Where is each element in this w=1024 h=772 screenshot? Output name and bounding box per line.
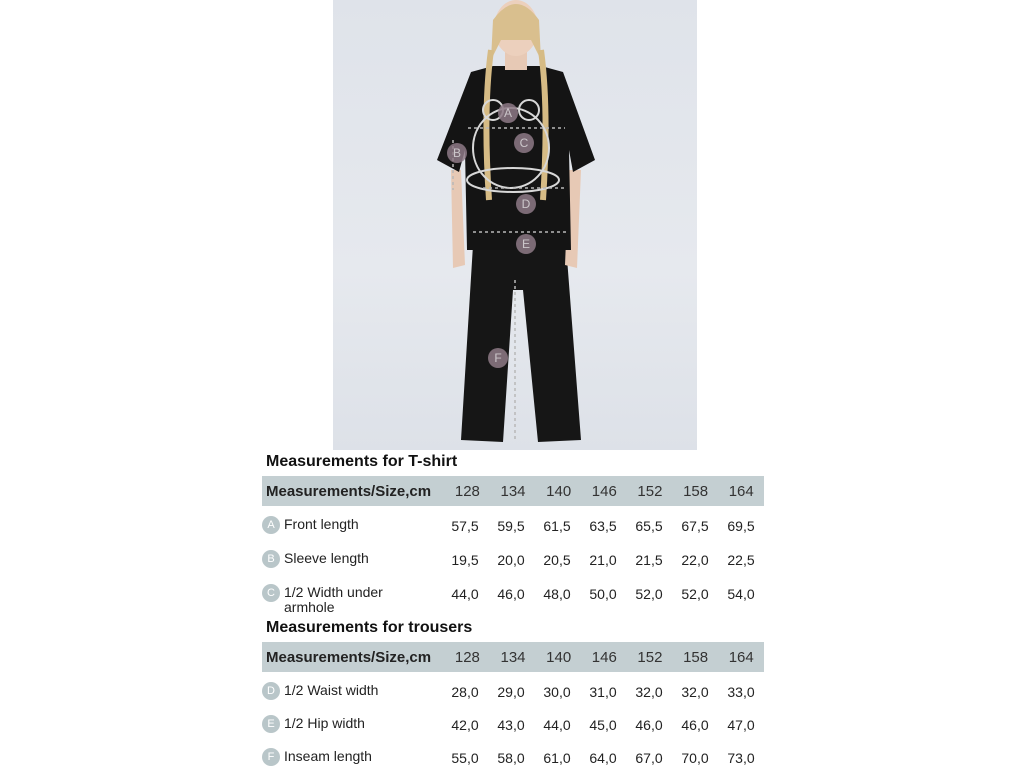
table-cell: 48,0 [543, 586, 571, 602]
header-label: Measurements/Size,cm [266, 482, 432, 500]
table-cell: 46,0 [497, 586, 525, 602]
marker-e: E [516, 234, 536, 254]
table-cell: 57,5 [451, 518, 479, 534]
table-cell: 31,0 [589, 684, 617, 700]
table-row [262, 516, 764, 550]
size-header: 134 [500, 648, 526, 666]
size-header: 134 [500, 482, 526, 500]
size-header: 140 [546, 482, 572, 500]
table-cell: 43,0 [497, 717, 525, 733]
model-illustration [333, 0, 697, 450]
table-row [262, 584, 764, 620]
row-label: A Front length [262, 516, 442, 534]
table-cell: 52,0 [681, 586, 709, 602]
marker-a: A [498, 103, 518, 123]
table-cell: 32,0 [635, 684, 663, 700]
table-cell: 65,5 [635, 518, 663, 534]
trousers-measurements-table [262, 642, 764, 772]
size-header: 128 [454, 482, 480, 500]
table-cell: 47,0 [727, 717, 755, 733]
table-cell: 44,0 [543, 717, 571, 733]
table-header [262, 642, 764, 672]
table-row [262, 748, 764, 772]
table-cell: 30,0 [543, 684, 571, 700]
table-cell: 70,0 [681, 750, 709, 766]
row-label: F Inseam length [262, 748, 442, 766]
size-header: 140 [546, 648, 572, 666]
table-cell: 69,5 [727, 518, 755, 534]
tshirt-section-title: Measurements for T-shirt [266, 453, 458, 470]
marker-c-badge: C [262, 584, 280, 602]
table-cell: 21,5 [635, 552, 663, 568]
marker-b: B [447, 143, 467, 163]
size-header: 158 [683, 482, 709, 500]
size-header: 164 [728, 482, 754, 500]
size-header: 152 [637, 648, 663, 666]
marker-f: F [488, 348, 508, 368]
table-cell: 28,0 [451, 684, 479, 700]
table-cell: 19,5 [451, 552, 479, 568]
table-cell: 29,0 [497, 684, 525, 700]
table-cell: 46,0 [635, 717, 663, 733]
table-cell: 44,0 [451, 586, 479, 602]
table-cell: 33,0 [727, 684, 755, 700]
table-cell: 55,0 [451, 750, 479, 766]
marker-d: D [516, 194, 536, 214]
table-cell: 58,0 [497, 750, 525, 766]
row-label: C 1/2 Width under armhole [262, 584, 442, 615]
table-row [262, 715, 764, 748]
marker-e-badge: E [262, 715, 280, 733]
table-cell: 54,0 [727, 586, 755, 602]
table-cell: 20,5 [543, 552, 571, 568]
size-header: 152 [637, 482, 663, 500]
table-row [262, 682, 764, 715]
size-header: 146 [591, 648, 617, 666]
table-cell: 73,0 [727, 750, 755, 766]
size-header: 158 [683, 648, 709, 666]
table-cell: 63,5 [589, 518, 617, 534]
table-cell: 59,5 [497, 518, 525, 534]
table-cell: 45,0 [589, 717, 617, 733]
table-cell: 32,0 [681, 684, 709, 700]
table-cell: 21,0 [589, 552, 617, 568]
table-row [262, 550, 764, 584]
product-photo [333, 0, 697, 450]
row-label: B Sleeve length [262, 550, 442, 568]
size-header: 164 [728, 648, 754, 666]
table-cell: 61,5 [543, 518, 571, 534]
tshirt-measurements-table [262, 476, 764, 620]
trousers-section-title: Measurements for trousers [266, 619, 473, 636]
size-header: 128 [454, 648, 480, 666]
table-cell: 22,5 [727, 552, 755, 568]
row-label: E 1/2 Hip width [262, 715, 442, 733]
marker-b-badge: B [262, 550, 280, 568]
table-cell: 50,0 [589, 586, 617, 602]
table-header [262, 476, 764, 506]
table-cell: 42,0 [451, 717, 479, 733]
row-label: D 1/2 Waist width [262, 682, 442, 700]
marker-f-badge: F [262, 748, 280, 766]
header-label: Measurements/Size,cm [266, 648, 432, 666]
table-cell: 46,0 [681, 717, 709, 733]
table-cell: 22,0 [681, 552, 709, 568]
marker-d-badge: D [262, 682, 280, 700]
marker-a-badge: A [262, 516, 280, 534]
marker-c: C [514, 133, 534, 153]
table-cell: 64,0 [589, 750, 617, 766]
table-cell: 52,0 [635, 586, 663, 602]
table-cell: 67,0 [635, 750, 663, 766]
table-cell: 67,5 [681, 518, 709, 534]
table-cell: 61,0 [543, 750, 571, 766]
table-cell: 20,0 [497, 552, 525, 568]
size-header: 146 [591, 482, 617, 500]
